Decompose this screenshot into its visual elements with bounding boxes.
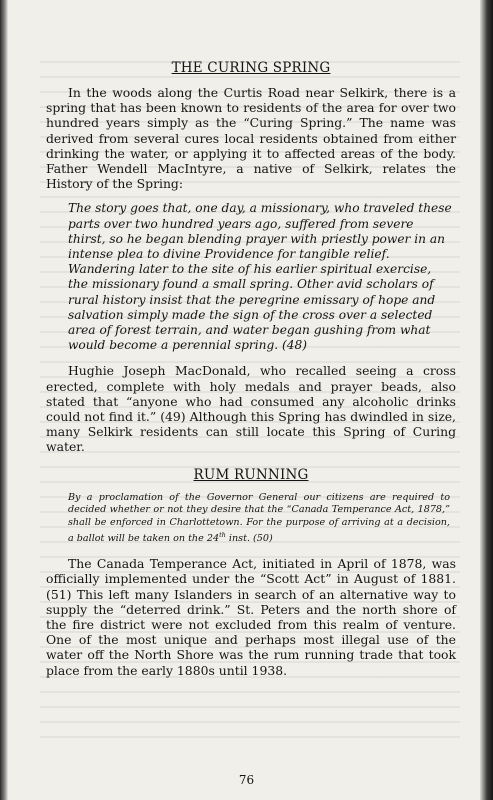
section-title-rum-running: RUM RUNNING [193, 466, 309, 483]
paragraph-temperance-act: The Canada Temperance Act, initiated in April of 1878, was officially implemented under the “Scott Act” in August of 1881. (51) This left many Islanders in search of an alternative way to supply the “deterred drink.” St. Peters and the north shore of the fire district were not excluded from this realm of venture. One of the most unique and perhaps most illegal use of the water off the North Shore was the rum running trade that took place from the early 1880s until 1938. [46, 556, 456, 678]
paragraph-hughie-macdonald: Hughie Joseph MacDonald, who recalled seeing a cross erected, complete with holy medals and prayer beads, also stated that “anyone who had consumed any alcoholic drinks could not find it.” (49) Although this Spring has dwindled in size, many Selkirk residents can still locate this Spring of Curing water. [46, 363, 456, 455]
paragraph-curing-spring-intro: In the woods along the Curtis Road near Selkirk, there is a spring that has been known to residents of the area for over two hundred years simply as the “Curing Spring.” The name was derived from several cures local residents obtained from either drinking the water, or applying it to affected areas of the body. Father Wendell MacIntyre, a native of Selkirk, relates the History of the Spring: [46, 85, 456, 192]
block-quote-missionary: The story goes that, one day, a missionary, who traveled these parts over two hundred years ago, suffered from severe thirst, so he began blending prayer with priestly power in an intense plea to divine Providence for tangible relief. Wandering later to the site of his earlier spiritual exercise, the missionary found a small spring. Other avid scholars of rural history insist that the peregrine emissary of hope and salvation simply made the sign of the cross over a selected area of forest terrain, and water began gushing from what would become a perennial spring. (48) [68, 201, 452, 353]
page-edge-right [480, 0, 493, 800]
epigraph-superscript: th [219, 531, 226, 540]
epigraph-text-end: inst. (50) [225, 533, 273, 545]
section-title-curing-spring: THE CURING SPRING [171, 60, 331, 76]
page-number: 76 [238, 773, 255, 787]
page-content [46, 60, 456, 678]
page-edge-left [0, 0, 8, 800]
epigraph-text-start: By a proclamation of the Governor General our citizens are required to decided whether or not they desire that the “Canada Temperance Act, 1878,” shall be enforced in Charlottetown. For the purpose of arriving at a decision, a ballot will be taken on the 24 [68, 491, 450, 545]
epigraph-proclamation [68, 492, 450, 547]
